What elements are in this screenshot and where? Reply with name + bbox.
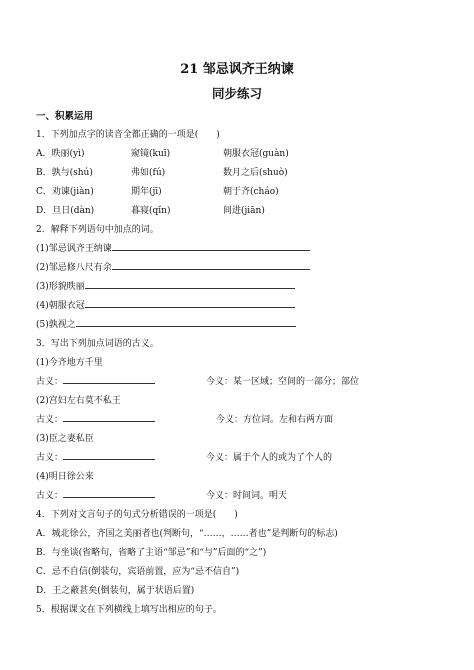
answer-blank[interactable] (63, 488, 155, 498)
answer-blank[interactable] (85, 279, 295, 289)
answer-blank[interactable] (112, 260, 310, 270)
question-1-stem: 1．下列加点字的读音全都正确的一项是( ) (36, 130, 220, 140)
q3-item-2-modern: 今义：方位词。左和右两方面 (216, 415, 334, 425)
q2-item-5: (5)孰视之 (36, 317, 296, 330)
q2-item-1: (1)邹忌讽齐王纳谏 (36, 241, 310, 254)
q3-item-1-phrase: (1)今齐地方千里 (36, 358, 103, 368)
q3-item-1-ancient: 古义： (36, 374, 155, 387)
q1-option-c-3: 朝于齐(cháo) (223, 187, 279, 197)
q1-option-d-2: 暮寝(qǐn) (131, 206, 171, 216)
q3-item-3-phrase: (3)臣之妻私臣 (36, 434, 94, 444)
q1-option-c-1: C．劝谏(jiàn) (36, 187, 94, 197)
q2-item-4: (4)朝服衣冠 (36, 298, 295, 311)
question-2-stem: 2．解释下列语句中加点的词。 (36, 225, 159, 235)
q2-item-2: (2)邹忌修八尺有余 (36, 260, 310, 273)
page-title: 21 邹忌讽齐王纳谏 (180, 62, 294, 77)
page-subtitle: 同步练习 (211, 86, 262, 101)
q3-item-2-ancient: 古义： (36, 412, 155, 425)
q3-item-3-ancient: 古义： (36, 450, 155, 463)
answer-blank[interactable] (85, 298, 295, 308)
question-4-stem: 4．下列对文言句子的句式分析错误的一项是( ) (36, 510, 238, 520)
q3-item-4-ancient: 古义： (36, 488, 155, 501)
q2-item-3: (3)形貌昳丽 (36, 279, 295, 292)
q1-option-d-3: 间进(jiān) (223, 206, 265, 216)
q4-option-c: C．忌不自信(倒装句，宾语前置，应为“忌不信自”) (36, 567, 240, 577)
q1-option-d-1: D．旦日(dàn) (36, 206, 95, 216)
answer-blank[interactable] (63, 412, 155, 422)
q1-option-c-2: 期年(jī) (131, 187, 162, 197)
answer-blank[interactable] (63, 450, 155, 460)
q1-option-b-1: B．孰与(shú) (36, 168, 93, 178)
q3-item-3-modern: 今义：属于个人的或为了个人的 (206, 453, 333, 463)
q1-option-b-3: 数月之后(shuò) (223, 168, 288, 178)
section-heading: 一、积累运用 (36, 111, 94, 122)
q1-option-b-2: 弗如(fú) (131, 168, 166, 178)
question-5-stem: 5．根据课文在下列横线上填写出相应的句子。 (36, 605, 222, 615)
q1-option-a-3: 朝服衣冠(guàn) (223, 149, 289, 159)
q4-option-b: B．与坐谈(省略句，省略了主语“邹忌”和“与”后面的“之”) (36, 548, 267, 558)
answer-blank[interactable] (112, 241, 310, 251)
q1-option-a-2: 窥镜(kuī) (131, 149, 171, 159)
q3-item-1-modern: 今义：某一区域；空间的一部分；部位 (206, 377, 360, 387)
q3-item-4-phrase: (4)明日徐公来 (36, 472, 94, 482)
q3-item-2-phrase: (2)宫妇左右莫不私王 (36, 396, 121, 406)
q3-item-4-modern: 今义：时间词。明天 (206, 491, 288, 501)
q1-option-a-1: A．昳丽(yì) (36, 149, 85, 159)
question-3-stem: 3．写出下列加点词语的古义。 (36, 339, 159, 349)
q4-option-d: D．王之蔽甚矣(倒装句，属于状语后置) (36, 586, 195, 596)
answer-blank[interactable] (63, 374, 155, 384)
answer-blank[interactable] (76, 317, 296, 327)
q4-option-a: A．城北徐公，齐国之美丽者也(判断句，“……，……者也”是判断句的标志) (36, 529, 338, 539)
